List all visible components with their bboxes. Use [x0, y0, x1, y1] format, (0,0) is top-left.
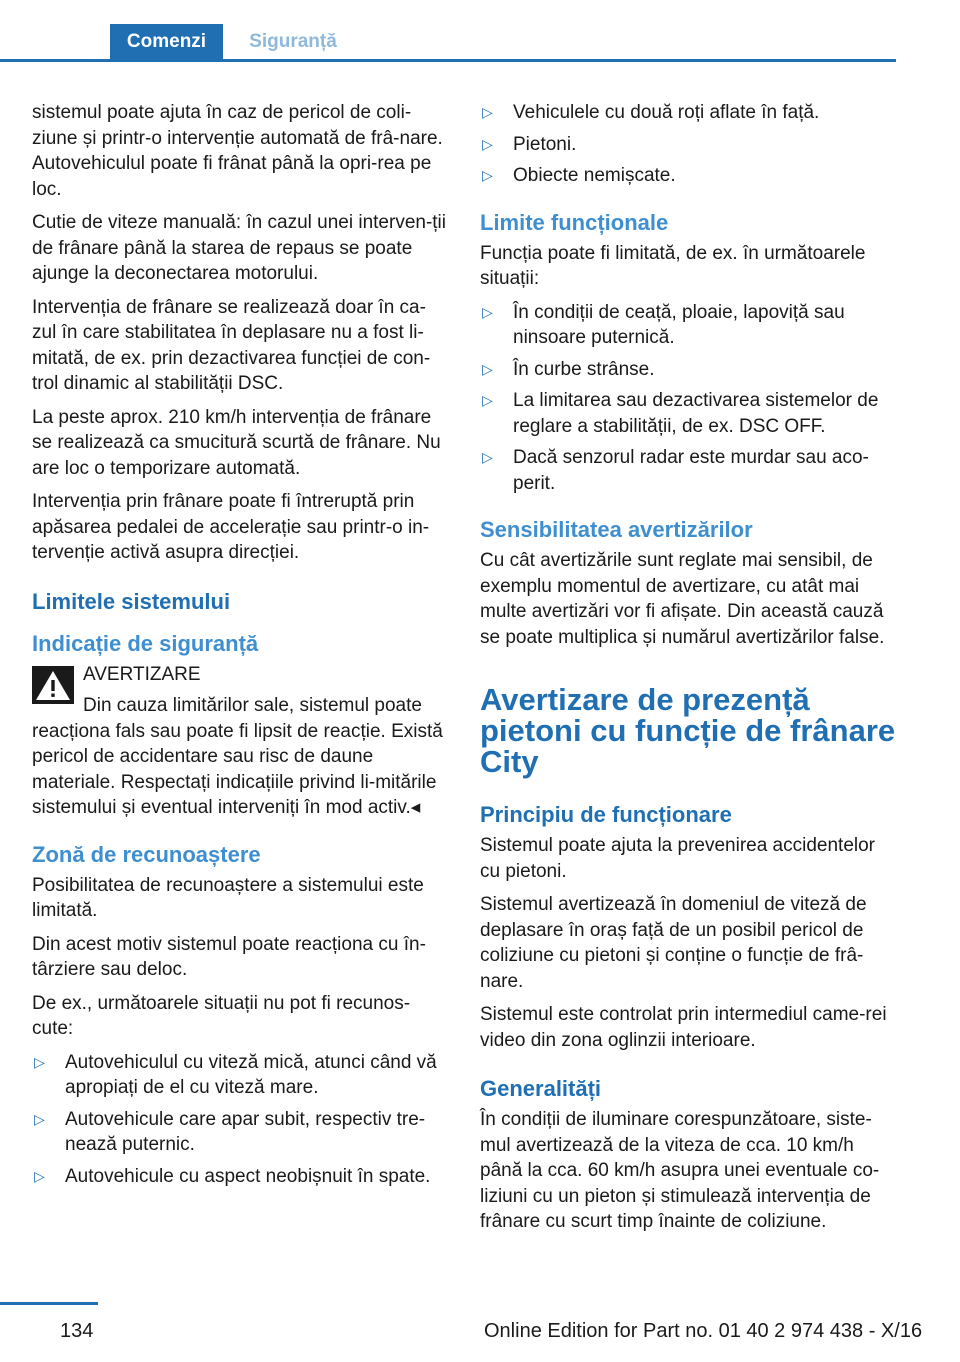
edition-note: Online Edition for Part no. 01 40 2 974 438 - X/16 — [484, 1320, 923, 1342]
page-number: 134 — [60, 1320, 94, 1342]
footer-rule — [0, 1302, 98, 1305]
tab-comenzi[interactable]: Comenzi — [110, 24, 223, 59]
list-item: ▷ Obiecte nemișcate. — [480, 163, 897, 189]
list-item: ▷ În condiții de ceață, ploaie, lapoviță sau ninsoare puternică. — [482, 301, 845, 348]
paragraph: sistemul poate ajuta în caz de pericol de coli‐ziune și printr-o intervenție automată de frâ‐nare. Autovehiculul poate fi frânat până la opri‐rea pe loc. — [32, 102, 443, 200]
list-item: ▷ Autovehiculul cu viteză mică, atunci când vă apropiați de el cu viteză mare. — [34, 1051, 437, 1098]
tab-siguranta[interactable]: Siguranță — [249, 31, 337, 52]
paragraph: Intervenția prin frânare poate fi întreruptă prin apăsarea pedalei de accelerație sau printr-o in‐tervenție activă asupra direcției. — [32, 491, 430, 563]
paragraph: Intervenția de frânare se realizează doar în ca‐zul în care stabilitatea în deplasare nu a fost li‐mitată, de ex. prin dezactivarea funcției de con‐trol dinamic al stabilității DSC. — [32, 296, 431, 394]
paragraph: La peste aprox. 210 km/h intervenția de frânare se realizează ca smucitură scurtă de frânare. Nu are loc o temporizare automată. — [32, 406, 441, 479]
list-undetected-cont — [480, 100, 897, 189]
bullet-triangle-icon: ▷ — [482, 303, 493, 320]
warning-title: AVERTIZARE — [83, 663, 201, 685]
list-item: ▷ În curbe strânse. — [480, 357, 897, 383]
left-column — [32, 100, 449, 1195]
paragraph: În condiții de iluminare corespunzătoare, siste‐mul avertizează de la viteza de cca. 10 km/h până la cca. 60 km/h asupra unei eventuale co‐liziuni cu un pieton și stimulează intervenția de frânare cu scurt timp înainte de coliziune. — [480, 1109, 880, 1232]
warning-text: reacționa fals sau poate fi lipsit de reacție. Există pericol de accidentare sau risc de daune materiale. Respectați indicațiile privind li‐mitările sistemului și eventual interveniți în mod activ.◂ — [32, 720, 443, 818]
bullet-triangle-icon: ▷ — [482, 104, 493, 120]
list-limits — [480, 300, 897, 497]
list-item: ▷ Autovehicule care apar subit, respectiv tre‐nează puternic. — [34, 1108, 426, 1155]
list-item: ▷ Dacă senzorul radar este murdar sau aco‐perit. — [482, 447, 869, 494]
bullet-triangle-icon: ▷ — [482, 167, 493, 183]
heading-system-limits: Limitele sistemului — [32, 588, 231, 614]
warning-first-line: Din cauza limitărilor sale, sistemul poate — [83, 695, 422, 716]
chapter-tabs — [0, 24, 896, 62]
right-column — [480, 100, 897, 1243]
paragraph: Sistemul poate ajuta la prevenirea accidentelor cu pietoni. — [480, 835, 876, 882]
paragraph: Funcția poate fi limitată, de ex. în următoarele situații: — [480, 242, 866, 289]
list-item: ▷ La limitarea sau dezactivarea sistemelor de reglare a stabilității, de ex. DSC OFF. — [482, 390, 879, 437]
bullet-triangle-icon: ▷ — [482, 449, 493, 465]
paragraph: De ex., următoarele situații nu pot fi recunos‐cute: — [32, 992, 411, 1039]
paragraph: Posibilitatea de recunoaștere a sistemului este limitată. — [32, 874, 424, 921]
bullet-triangle-icon: ▷ — [482, 360, 493, 377]
paragraph: Cu cât avertizările sunt reglate mai sensibil, de exemplu momentul de avertizare, cu atât mai multe avertizări vor fi afișate. Din această cauză se poate multiplica și numărul avertizărilor false. — [480, 550, 885, 648]
heading-warning-sensitivity: Sensibilitatea avertizărilor — [480, 517, 753, 542]
bullet-triangle-icon: ▷ — [34, 1167, 45, 1184]
list-item: ▷ Autovehicule cu aspect neobișnuit în spate. — [32, 1164, 449, 1190]
heading-functional-limits: Limite funcționale — [480, 209, 669, 235]
bullet-triangle-icon: ▷ — [34, 1053, 45, 1070]
tab-rule — [0, 59, 896, 62]
warning-block — [32, 662, 449, 719]
list-item: ▷ Pietoni. — [480, 132, 897, 158]
bullet-triangle-icon: ▷ — [34, 1110, 45, 1127]
list-undetected — [32, 1050, 449, 1190]
warning-triangle-icon — [32, 666, 74, 704]
paragraph: Din acest motiv sistemul poate reacționa cu în‐târziere sau deloc. — [32, 933, 426, 980]
heading-safety-note: Indicație de siguranță — [32, 630, 259, 656]
bullet-triangle-icon: ▷ — [482, 135, 493, 152]
list-item: ▷ Vehiculele cu două roți aflate în față. — [480, 100, 897, 126]
bullet-triangle-icon: ▷ — [482, 392, 493, 408]
heading-general: Generalități — [480, 1076, 602, 1101]
paragraph: Cutie de viteze manuală: în cazul unei interven‐ții de frânare până la starea de repaus se poate ajunge la deconectarea motorului. — [32, 212, 447, 284]
heading-pedestrian-warning: Avertizare de prezență pietoni cu funcție de frânare City — [480, 682, 896, 779]
heading-operating-principle: Principiu de funcționare — [480, 802, 732, 827]
heading-detection-zone: Zonă de recunoaștere — [32, 841, 261, 867]
paragraph: Sistemul este controlat prin intermediul came‐rei video din zona oglinzii interioare. — [480, 1004, 887, 1051]
paragraph: Sistemul avertizează în domeniul de viteză de deplasare în oraș față de un posibil pericol de coliziune cu pietoni și conține o funcție de frâ‐nare. — [480, 894, 867, 992]
